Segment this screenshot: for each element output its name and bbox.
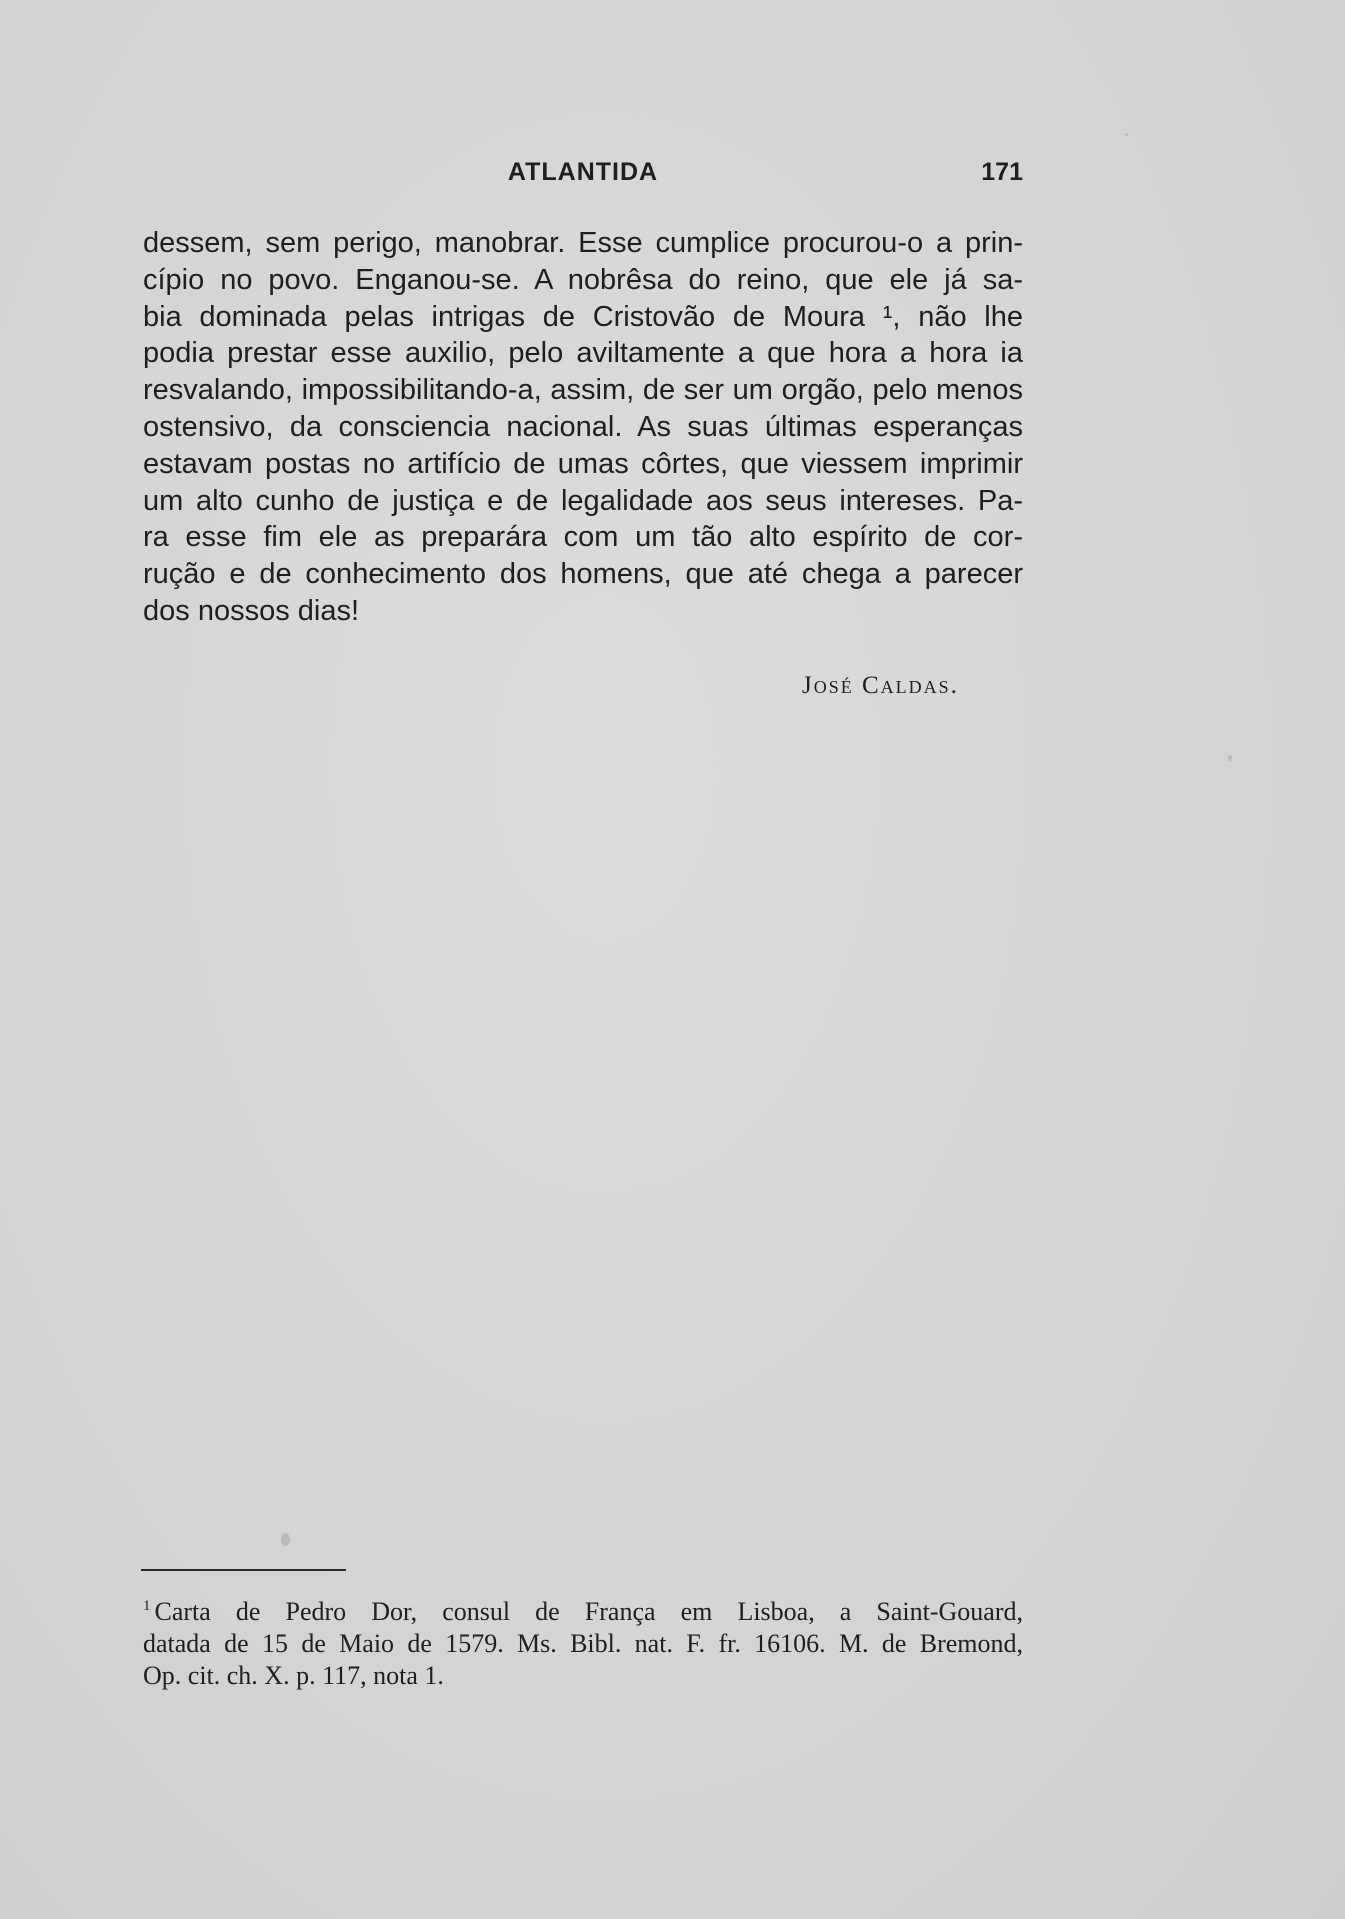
running-head xyxy=(143,158,1023,198)
paper-speck xyxy=(1228,755,1232,761)
body-line: rução e de conhecimento dos homens, que até chega a parecer xyxy=(143,558,1023,591)
footnote-line: Op. cit. ch. X. p. 117, nota 1. xyxy=(143,1661,444,1690)
footnote-marker: 1 xyxy=(143,1598,151,1614)
running-title: ATLANTIDA xyxy=(507,158,659,186)
paper-speck xyxy=(1125,133,1128,136)
author-signature: José Caldas. xyxy=(802,672,959,699)
body-line: ra esse fim ele as preparára com um tão alto espírito de cor- xyxy=(143,521,1023,554)
paper-speck xyxy=(281,1533,290,1546)
body-line: resvalando, impossibilitando-a, assim, de ser um orgão, pelo menos xyxy=(143,374,1023,407)
body-line: ostensivo, da consciencia nacional. As suas últimas esperanças xyxy=(143,410,1023,443)
footnote-line xyxy=(143,1590,1023,1628)
footnote-text: Carta de Pedro Dor, consul de França em Lisboa, a Saint-Gouard, xyxy=(154,1597,1023,1626)
footnote-divider xyxy=(141,1569,346,1571)
body-line: podia prestar esse auxilio, pelo aviltamente a que hora a hora ia xyxy=(143,337,1023,370)
footnote-line: datada de 15 de Maio de 1579. Ms. Bibl. nat. F. fr. 16106. M. de Bremond, xyxy=(143,1629,1023,1658)
body-line: dos nossos dias! xyxy=(143,594,360,627)
body-line: dessem, sem perigo, manobrar. Esse cumplice procurou-o a prin- xyxy=(143,227,1023,259)
body-paragraph xyxy=(143,225,1023,630)
body-line: um alto cunho de justiça e de legalidade aos seus intereses. Pa- xyxy=(143,484,1023,517)
page-number: 171 xyxy=(981,158,1023,186)
footnote xyxy=(143,1590,1023,1692)
body-line: cípio no povo. Enganou-se. A nobrêsa do reino, que ele já sa- xyxy=(143,263,1023,296)
body-line: bia dominada pelas intrigas de Cristovão de Moura ¹, não lhe xyxy=(143,300,1023,333)
body-line: estavam postas no artifício de umas côrtes, que viessem imprimir xyxy=(143,447,1023,480)
